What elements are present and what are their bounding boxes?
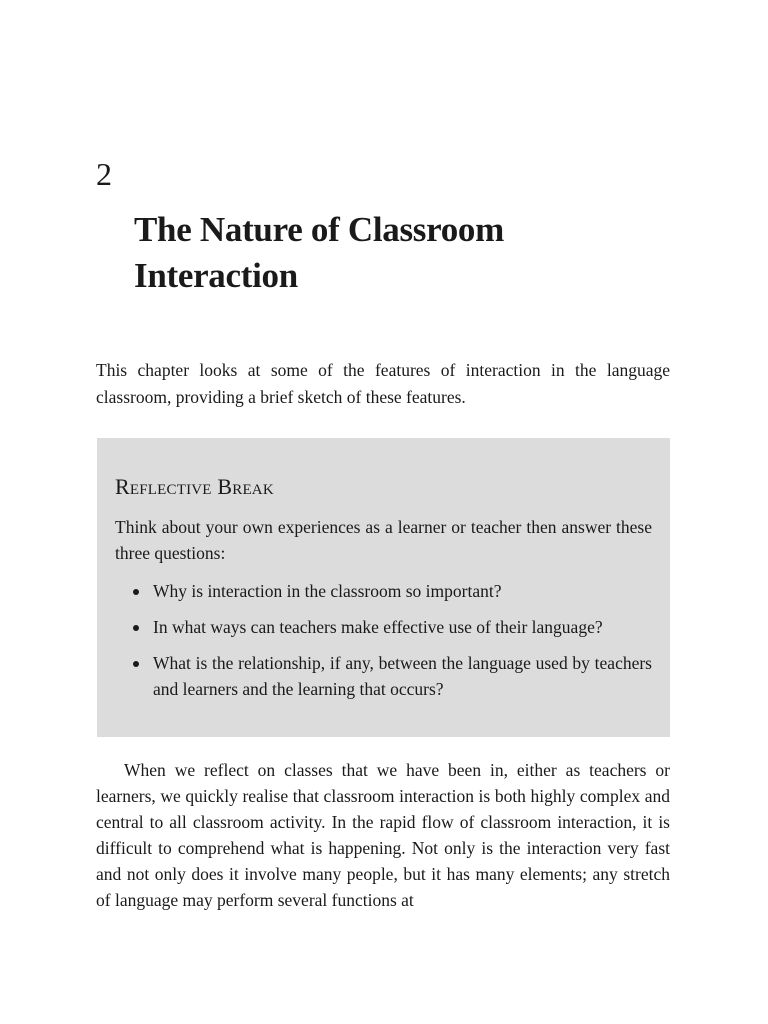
question-list [115, 578, 652, 702]
question-text: In what ways can teachers make effective use of their language? [153, 617, 603, 637]
bullet-icon [133, 625, 139, 631]
question-item [115, 578, 652, 604]
bullet-icon [133, 589, 139, 595]
reflective-break-heading: Reflective Break [115, 474, 274, 499]
intro-paragraph: This chapter looks at some of the features of interaction in the language classroom, providing a brief sketch of these features. [96, 360, 670, 407]
body-paragraph: When we reflect on classes that we have been in, either as teachers or learners, we quickly realise that classroom interaction is both highly complex and central to all classroom activity. In the rapid flow of classroom interaction, it is difficult to comprehend what is happening. Not only is the interaction very fast and not only does it involve many people, but it has many elements; any stretch of language may perform several functions at [96, 760, 670, 910]
chapter-title: The Nature of Classroom Interaction [134, 210, 504, 295]
bullet-icon [133, 661, 139, 667]
question-item [115, 614, 652, 640]
reflective-break-box [97, 438, 670, 737]
reflective-break-prompt: Think about your own experiences as a learner or teacher then answer these three questions: [115, 517, 652, 563]
chapter-number: 2 [96, 156, 112, 192]
question-text: What is the relationship, if any, between the language used by teachers and learners and the learning that occurs? [153, 653, 652, 699]
question-text: Why is interaction in the classroom so important? [153, 581, 502, 601]
question-item [115, 650, 652, 702]
